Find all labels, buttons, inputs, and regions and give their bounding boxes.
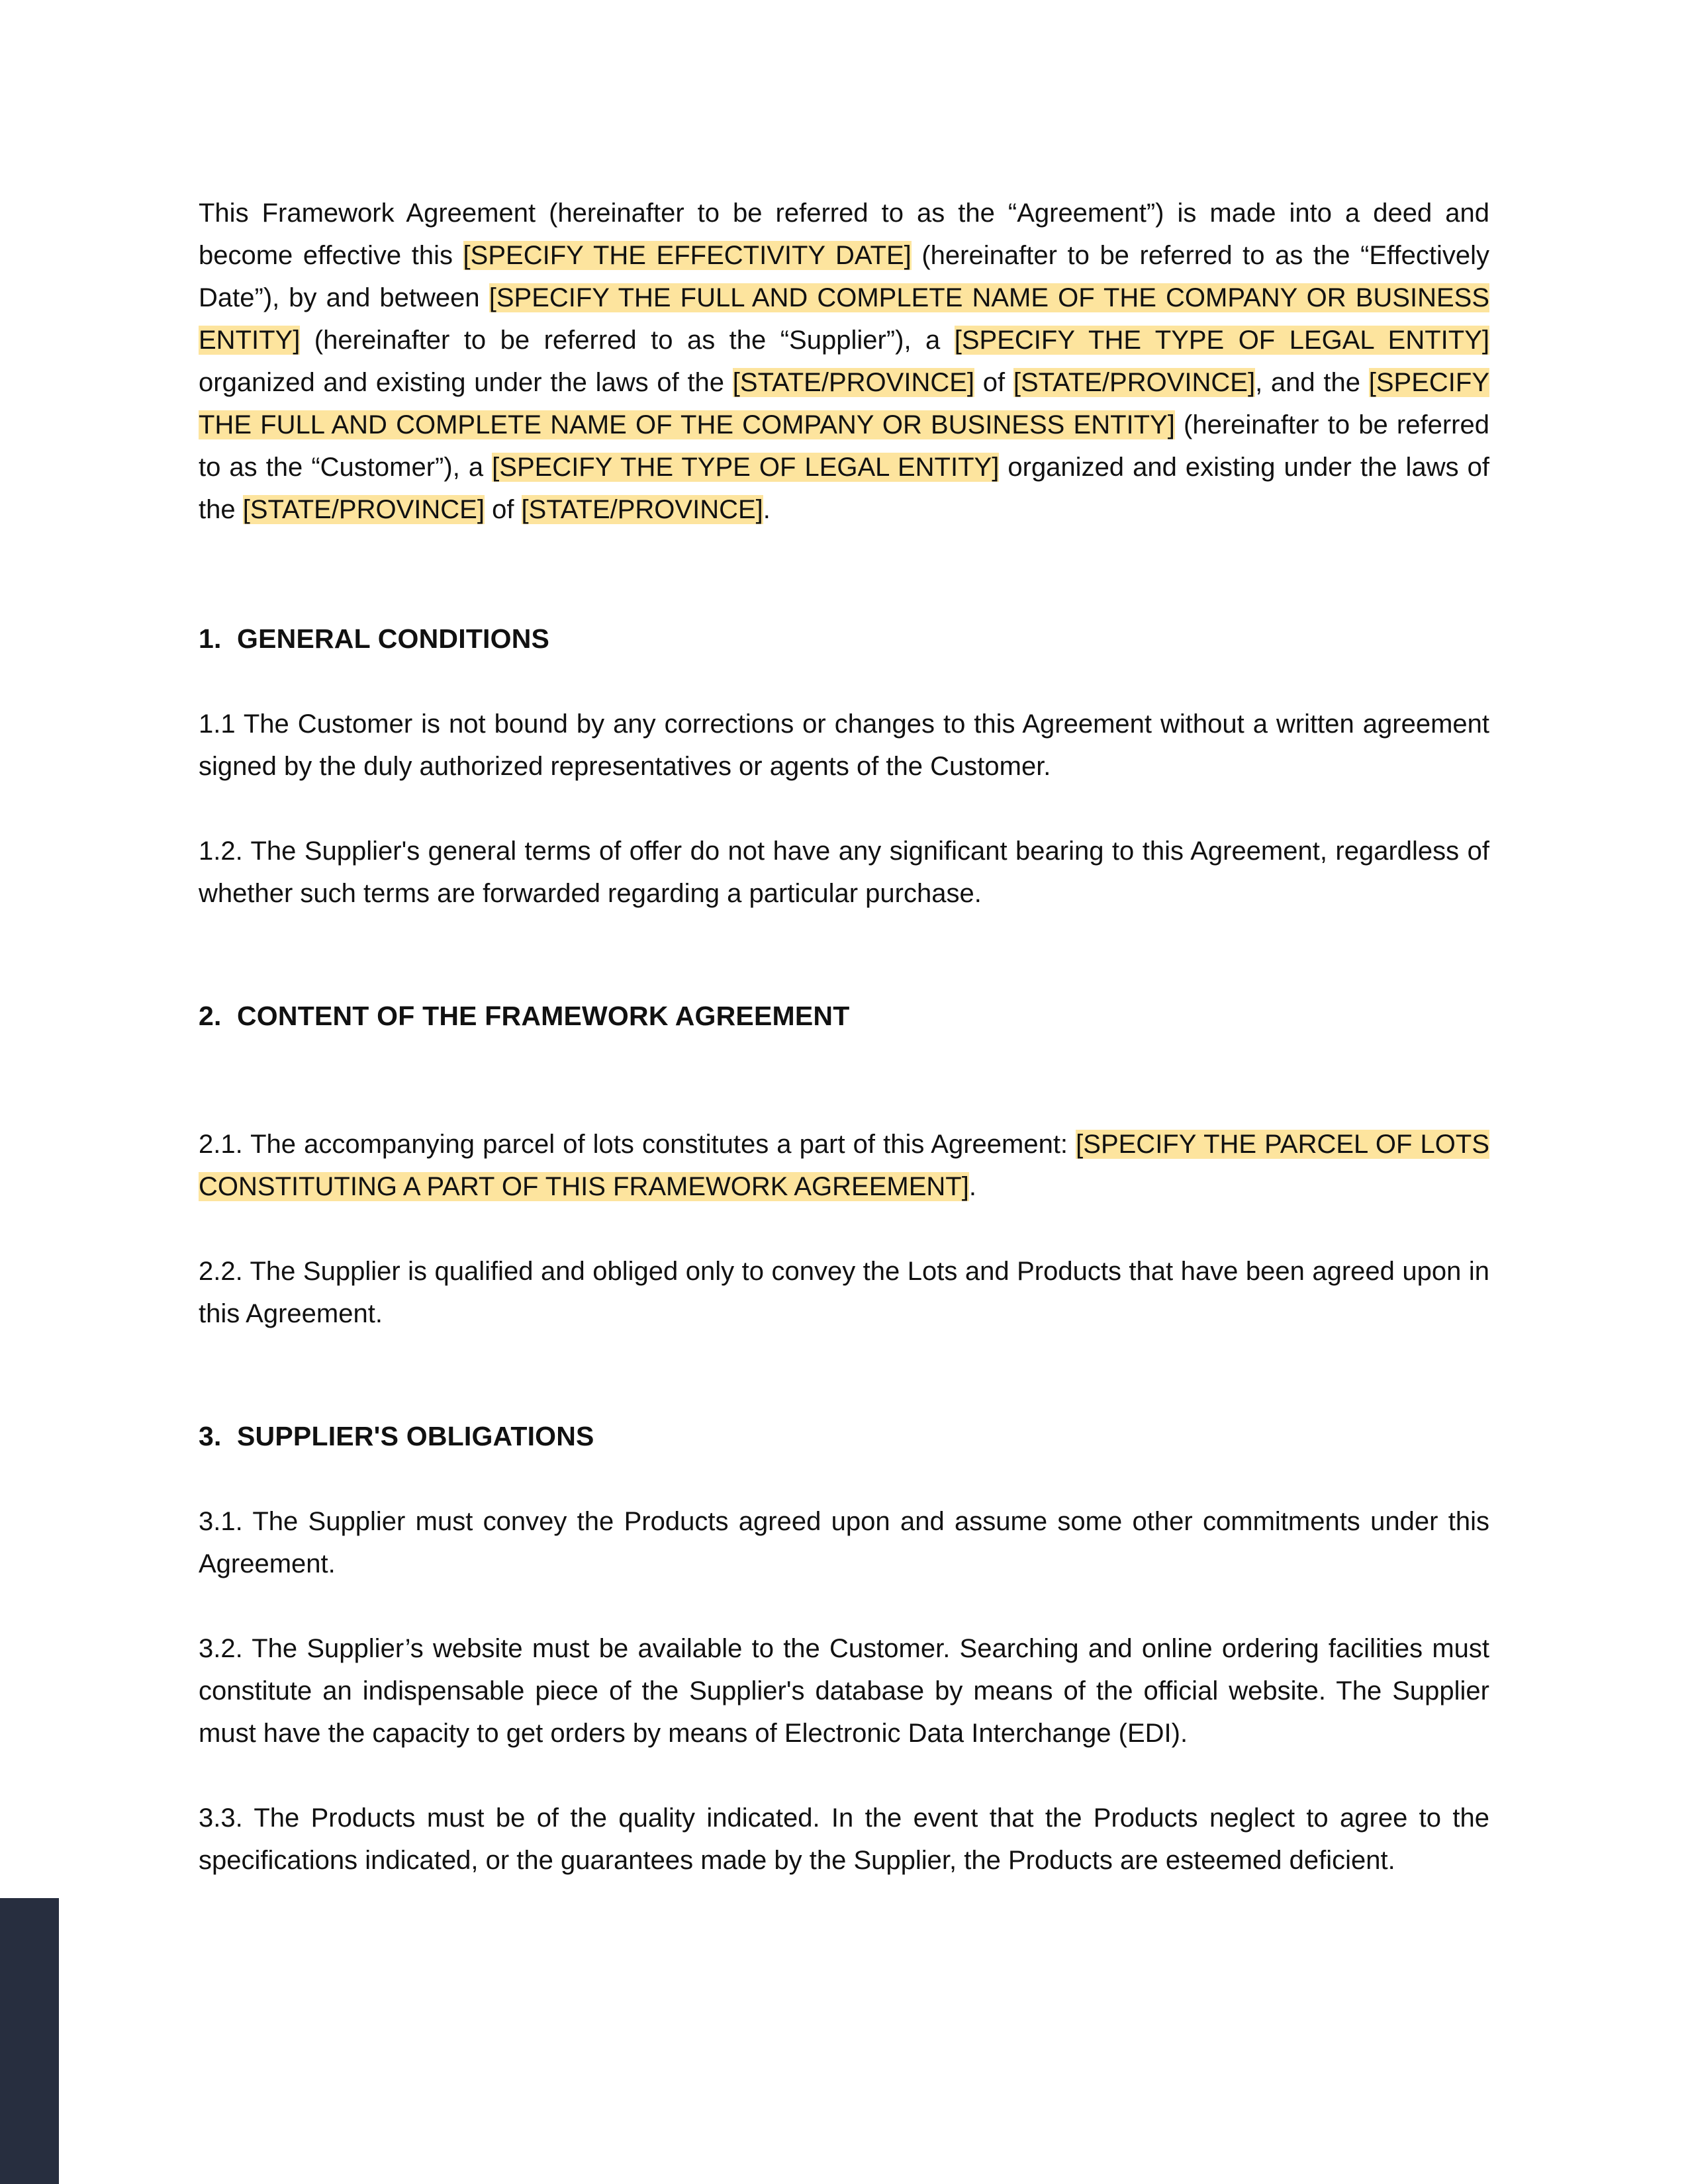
customer-entity-type-placeholder: [SPECIFY THE TYPE OF LEGAL ENTITY] xyxy=(492,453,1000,482)
section-2-heading xyxy=(199,995,1489,1037)
clause-2-1 xyxy=(199,1123,1489,1208)
customer-state-placeholder: [STATE/PROVINCE] xyxy=(521,495,763,524)
intro-text: of xyxy=(484,495,522,524)
clause-3-1: 3.1. The Supplier must convey the Products agreed upon and assume some other commitments under this Agreement. xyxy=(199,1507,1489,1578)
sidebar-strip xyxy=(0,1898,59,2184)
document-page xyxy=(199,192,1489,1882)
intro-text: organized and existing under the laws of the xyxy=(199,368,733,397)
clause-2-2: 2.2. The Supplier is qualified and obliged only to convey the Lots and Products that have been agreed upon in this Agreement. xyxy=(199,1257,1489,1328)
customer-name-placeholder: [SPECIFY THE FULL AND COMPLETE NAME OF THE COMPANY OR BUSINESS ENTITY] xyxy=(199,368,1489,439)
clause-1-2: 1.2. The Supplier's general terms of offer do not have any significant bearing to this Agreement, regardless of whether such terms are forwarded regarding a particular purchase. xyxy=(199,837,1489,908)
intro-paragraph xyxy=(199,192,1489,531)
supplier-name-placeholder: [SPECIFY THE FULL AND COMPLETE NAME OF THE COMPANY OR BUSINESS ENTITY] xyxy=(199,283,1490,355)
clause-3-2: 3.2. The Supplier’s website must be available to the Customer. Searching and online ordering facilities must constitute an indispensable piece of the Supplier's database by means of the official website. The Supplier must have the capacity to get orders by means of Electronic Data Interchange (EDI). xyxy=(199,1634,1489,1748)
supplier-state-placeholder: [STATE/PROVINCE] xyxy=(1013,368,1256,397)
section-title: GENERAL CONDITIONS xyxy=(237,623,550,654)
intro-text: of xyxy=(974,368,1013,397)
intro-text: , and the xyxy=(1255,368,1369,397)
effectivity-date-placeholder: [SPECIFY THE EFFECTIVITY DATE] xyxy=(463,241,912,270)
section-3-heading xyxy=(199,1415,1489,1457)
customer-state-placeholder: [STATE/PROVINCE] xyxy=(242,495,485,524)
section-number: 3. xyxy=(199,1421,222,1451)
intro-text: (hereinafter to be referred to as the “Customer”), a xyxy=(199,410,1489,482)
intro-text: (hereinafter to be referred to as the “Supplier”), a xyxy=(300,326,955,355)
intro-text: This Framework Agreement (hereinafter to be referred to as the “Agreement”) is made into a deed and become effective this xyxy=(199,199,1489,270)
supplier-state-placeholder: [STATE/PROVINCE] xyxy=(732,368,975,397)
clause-3-3: 3.3. The Products must be of the quality indicated. In the event that the Products neglect to agree to the specifications indicated, or the guarantees made by the Supplier, the Products are esteemed deficient. xyxy=(199,1803,1489,1875)
section-title: CONTENT OF THE FRAMEWORK AGREEMENT xyxy=(237,1001,850,1031)
intro-text: (hereinafter to be referred to as the “Effectively Date”), by and between xyxy=(199,241,1489,312)
clause-text: . xyxy=(968,1172,976,1201)
intro-text: . xyxy=(763,495,771,524)
parcel-of-lots-placeholder: [SPECIFY THE PARCEL OF LOTS CONSTITUTING A PART OF THIS FRAMEWORK AGREEMENT] xyxy=(199,1130,1489,1201)
section-number: 1. xyxy=(199,623,222,654)
section-number: 2. xyxy=(199,1001,222,1031)
section-1-heading xyxy=(199,617,1489,660)
supplier-entity-type-placeholder: [SPECIFY THE TYPE OF LEGAL ENTITY] xyxy=(954,326,1489,355)
intro-text: organized and existing under the laws of the xyxy=(199,453,1489,524)
clause-text: 2.1. The accompanying parcel of lots constitutes a part of this Agreement: xyxy=(199,1130,1076,1159)
section-title: SUPPLIER'S OBLIGATIONS xyxy=(237,1421,594,1451)
clause-1-1: 1.1 The Customer is not bound by any corrections or changes to this Agreement without a written agreement signed by the duly authorized representatives or agents of the Customer. xyxy=(199,709,1489,781)
